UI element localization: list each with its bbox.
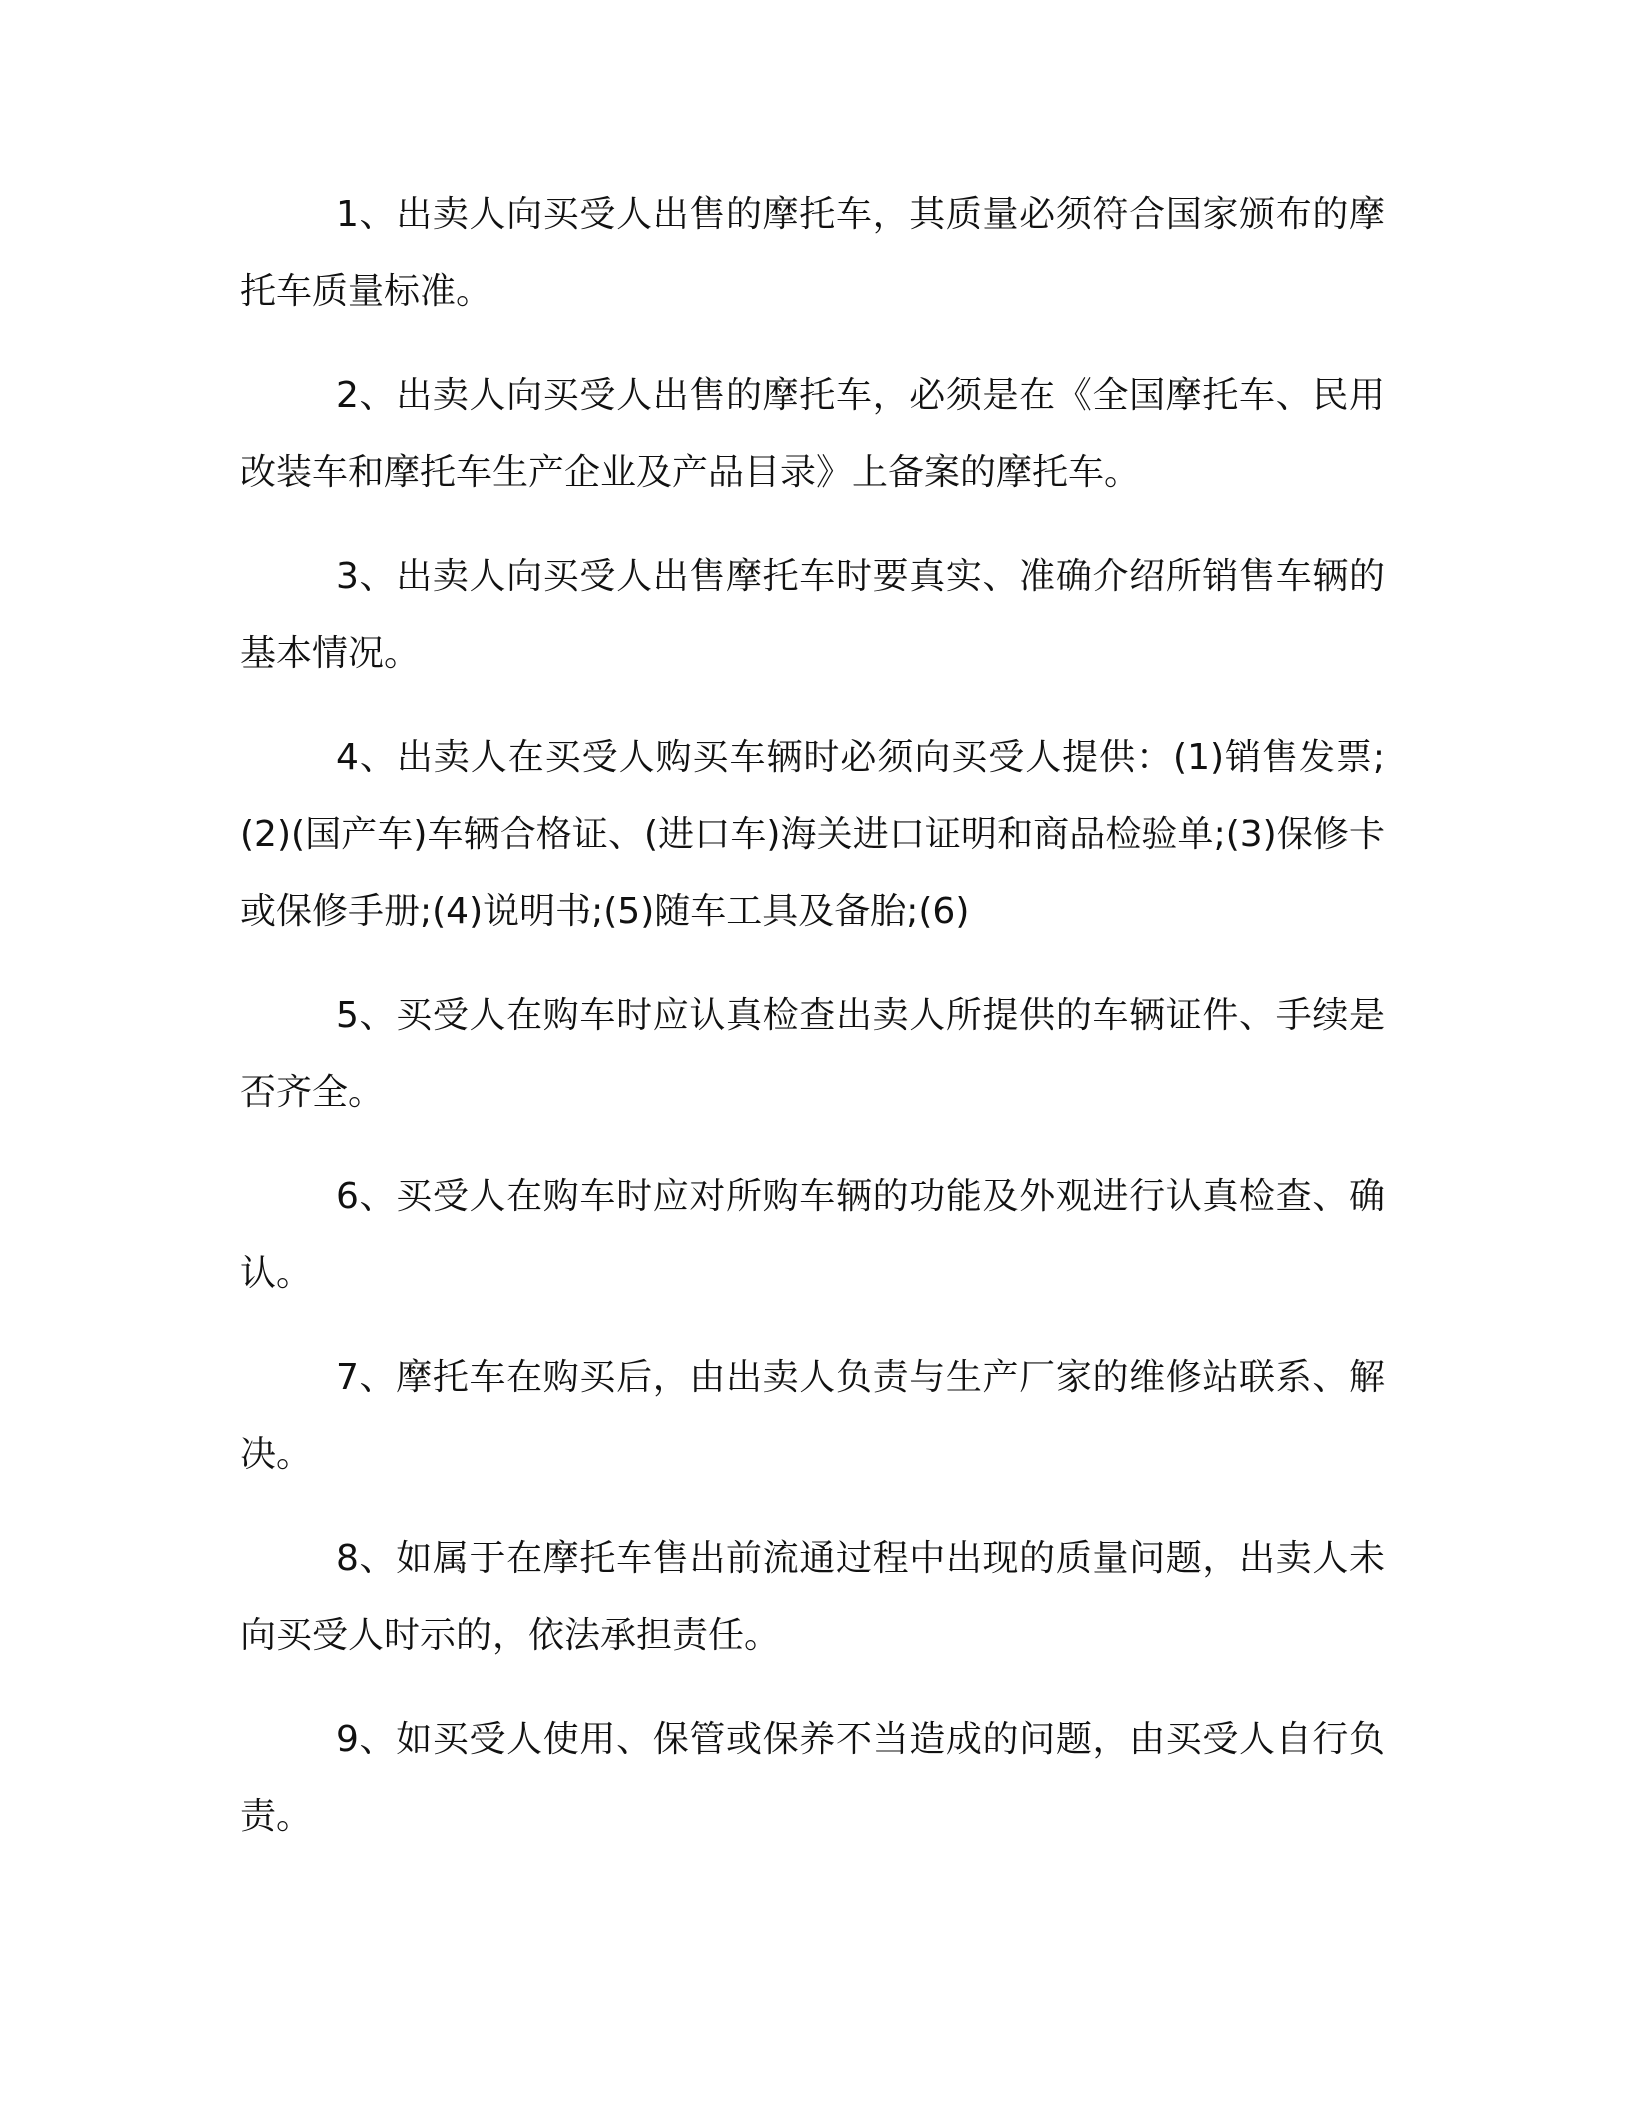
clause-1: 1、出卖人向买受人出售的摩托车，其质量必须符合国家颁布的摩托车质量标准。 <box>240 194 1385 312</box>
clause-4: 4、出卖人在买受人购买车辆时必须向买受人提供：(1)销售发票;(2)(国产车)车辆合格证、(进口车)海关进口证明和商品检验单;(3)保修卡或保修手册;(4)说明书;(5)随车工具及备胎;(6) <box>240 737 1385 932</box>
clause-8: 8、如属于在摩托车售出前流通过程中出现的质量问题，出卖人未向买受人时示的，依法承担责任。 <box>240 1538 1385 1656</box>
clause-6: 6、买受人在购车时应对所购车辆的功能及外观进行认真检查、确认。 <box>240 1176 1385 1294</box>
clause-3: 3、出卖人向买受人出售摩托车时要真实、准确介绍所销售车辆的基本情况。 <box>240 556 1385 674</box>
document-body <box>240 176 1385 1882</box>
clause-2: 2、出卖人向买受人出售的摩托车，必须是在《全国摩托车、民用改装车和摩托车生产企业及产品目录》上备案的摩托车。 <box>240 375 1385 493</box>
clause-5: 5、买受人在购车时应认真检查出卖人所提供的车辆证件、手续是否齐全。 <box>240 995 1385 1113</box>
clause-7: 7、摩托车在购买后，由出卖人负责与生产厂家的维修站联系、解决。 <box>240 1357 1385 1475</box>
clause-9: 9、如买受人使用、保管或保养不当造成的问题，由买受人自行负责。 <box>240 1719 1385 1837</box>
